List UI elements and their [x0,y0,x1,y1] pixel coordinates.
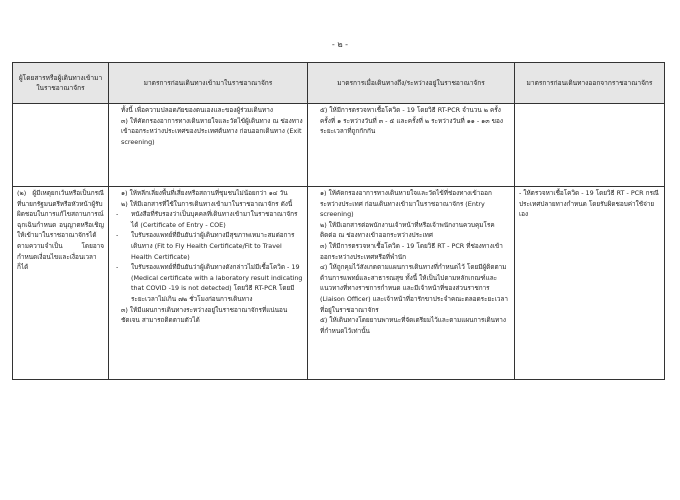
table-row [13,104,665,187]
row2-c3-item-1: ๑) ให้คัดกรองอาการทางเดินหายใจและวัดไข้ที่ช่องทางเข้าออกระหว่างประเทศ ก่อนเดินทางเข้ามาในราชอาณาจักร (Entry screening) [320,189,492,219]
header-traveler: ผู้โดยสารหรือผู้เดินทางเข้ามาในราชอาณาจักร [13,63,109,104]
row2-c4-text: - ให้ตรวจหาเชื้อโควิด - 19 โดยวิธี RT - PCR กรณีประเทศปลายทางกำหนด โดยรับผิดชอบค่าใช้จ่ายเอง [519,189,659,219]
row2-c2-item-3: ๓) ให้มีแผนการเดินทางระหว่างอยู่ในราชอาณาจักรที่แน่นอนชัดเจน สามารถติดตามตัวได้ [121,305,288,325]
header-before-entry: มาตรการก่อนเดินทางเข้ามาในราชอาณาจักร [109,63,308,104]
row2-c3-item-5: ๕) ให้เดินทางโดยยานพาหนะที่จัดเตรียมไว้และตามแผนการเดินทางที่กำหนดไว้เท่านั้น [320,316,506,335]
row1-on-arrival-cell [308,104,515,187]
header-before-departure: มาตรการก่อนเดินทางออกจากราชอาณาจักร [515,63,665,104]
table-row [13,187,665,380]
row2-on-arrival-cell [308,187,515,380]
table-header-row [13,63,665,104]
row2-traveler-cell [13,187,109,380]
row2-c3-item-4: ๔) ให้ถูกคุมไว้สังเกตตามแผนการเดินทางที่กำหนดไว้ โดยมีผู้ติดตามด้านการแพทย์และสาธารณสุข ทั้งนี้ ให้เป็นไปตามหลักเกณฑ์และแนวทางที่ทางราชการกำหนด และมีเจ้าหน้าที่ของส่วนราชการ (Liaison Officer) และเจ้าหน้าที่อารักขาประจำคณะตลอดระยะเวลาที่อยู่ในราชอาณาจักร [320,263,508,314]
row2-c2-bullet-1: - หนังสือที่รับรองว่าเป็นบุคคลที่เดินทางเข้ามาในราชอาณาจักรได้ (Certificate of Entry - COE) [113,209,303,230]
row2-c2-bullet-2: - ใบรับรองแพทย์ที่ยืนยันว่าผู้เดินทางมีสุขภาพเหมาะสมต่อการเดินทาง (Fit to Fly Health Certificate/Fit to Travel Health Certificate) [113,230,303,262]
row2-c2-item-2: ๒) ให้มีเอกสารที่ใช้ในการเดินทางเข้ามาในราชอาณาจักร ดังนี้ [121,199,293,208]
row2-c2-item-1: ๑) ให้หลีกเลี่ยงพื้นที่เสี่ยงหรือสถานที่ชุมชนไม่น้อยกว่า ๑๔ วัน [121,189,288,197]
page-number: - ๒ - [331,40,349,49]
header-on-arrival: มาตรการเมื่อเดินทางถึง/ระหว่างอยู่ในราชอาณาจักร [308,63,515,104]
row1-c2-text-2: ๓) ให้คัดกรองอาการทางเดินหายใจและวัดไข้ผู้เดินทาง ณ ช่องทางเข้าออกระหว่างประเทศของประเทศต้นทาง ก่อนออกเดินทาง (Exit screening) [121,116,303,146]
row2-before-departure-cell [515,187,665,380]
row1-c3-text-1: ๕) ให้มีการตรวจหาเชื้อโควิด - 19 โดยวิธี RT-PCR จำนวน ๒ ครั้ง ครั้งที่ ๑ ระหว่างวันที่ ๓ - ๕ และครั้งที่ ๒ ระหว่างวันที่ ๑๑ - ๑๓ ของระยะเวลาที่ถูกกักกัน [320,106,503,136]
row2-before-entry-cell [109,187,308,380]
row2-c2-bullet-3: - ใบรับรองแพทย์ที่ยืนยันว่าผู้เดินทางดังกล่าวไม่มีเชื้อโควิด - 19 (Medical certificate with a laboratory result indicating that COVID -19 is not detected) โดยวิธี RT-PCR โดยมีระยะเวลาไม่เกิน ๗๒ ชั่วโมงก่อนการเดินทาง [113,262,303,304]
row1-c2-text-1: ทั้งนี้ เพื่อความปลอดภัยของตนเองและของผู้ร่วมเดินทาง [121,106,273,114]
row2-c3-item-2: ๒) ให้มีเอกสารต่อพนักงานเจ้าหน้าที่หรือเจ้าพนักงานควบคุมโรคติดต่อ ณ ช่องทางเข้าออกระหว่างประเทศ [320,220,495,240]
row1-before-entry-cell [109,104,308,187]
row1-before-departure-cell [515,104,665,187]
row2-c3-item-3: ๓) ให้มีการตรวจหาเชื้อโควิด - 19 โดยวิธี RT - PCR ที่ช่องทางเข้าออกระหว่างประเทศหรือที่พำนัก [320,241,503,261]
measures-table [12,62,665,380]
row1-traveler-cell [13,104,109,187]
row2-c1-text: (๒) ผู้มีเหตุยกเว้นหรือเป็นกรณีที่นายกรัฐมนตรีหรือหัวหน้าผู้รับผิดชอบในการแก้ไขสถานการณ์ฉุกเฉินกำหนด อนุญาตหรือเชิญให้เข้ามาในราชอาณาจักรได้ตามความจำเป็น โดยอาจกำหนดเงื่อนไขและเงื่อนเวลาก็ได้ [17,189,104,272]
